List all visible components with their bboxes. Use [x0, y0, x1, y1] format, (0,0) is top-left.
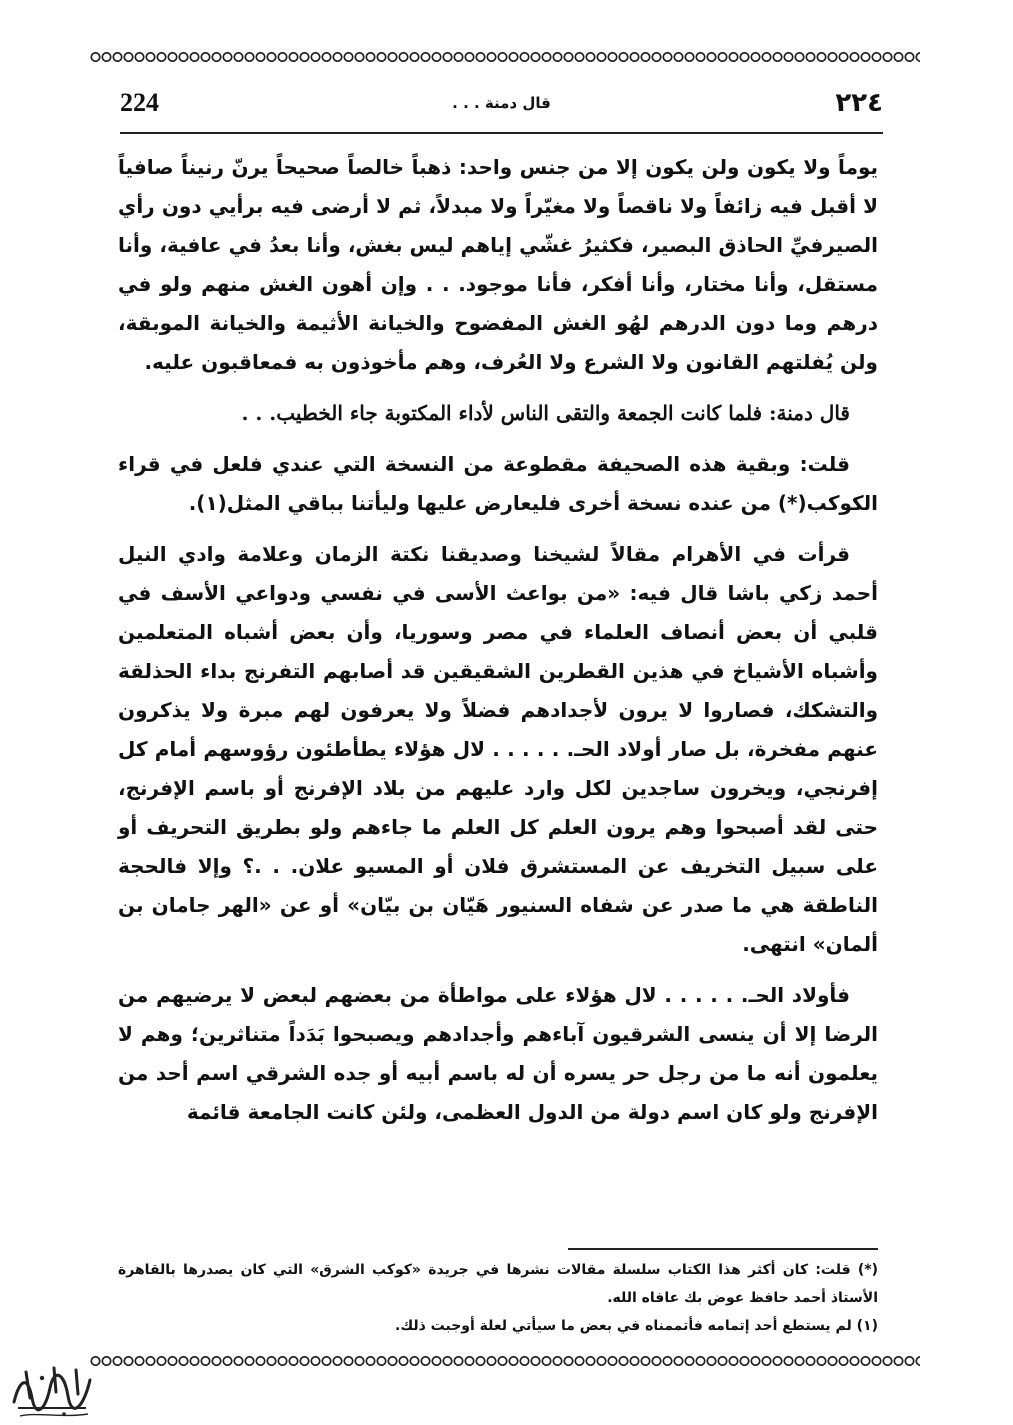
body-text	[118, 148, 878, 1144]
watermark-calligraphy-icon	[6, 1358, 96, 1420]
footnotes	[118, 1256, 878, 1340]
footnote: (١) لم يستطع أحد إتمامه فأتممناه في بعض ما سيأتي لعلة أوجبت ذلك.	[395, 1318, 878, 1334]
page-header	[120, 88, 883, 128]
paragraph: قال دمنة: فلما كانت الجمعة والتقى الناس لأداء المكتوبة جاء الخطيب. . .	[241, 401, 850, 425]
footnote-rule	[568, 1248, 878, 1250]
decorative-border-bottom	[90, 1354, 920, 1368]
paragraph: قلت: وبقية هذه الصحيفة مقطوعة من النسخة التي عندي فلعل في قراء الكوكب(*) من عنده نسخة أخرى فليعارض عليها وليأتنا بباقي المثل(١).	[118, 452, 878, 515]
running-title: قال دمنة . . .	[452, 94, 551, 112]
page-number-arabic: ٢٢٤	[835, 88, 883, 118]
paragraph: فأولاد الحـ. . . . . . لال هؤلاء على مواطأة من بعضهم لبعض لا يرضيهم من الرضا إلا أن ينسى الشرقيون آباءهم وأجدادهم ويصبحوا بَدَداً متناثرين؛ وهم لا يعلمون أنه ما من رجل حر يسره أن له باسم أبيه أو جده الشرقي اسم أحد من الإفرنج ولو كان اسم دولة من الدول العظمى، ولئن كانت الجامعة قائمة	[118, 983, 878, 1124]
paragraph: يوماً ولا يكون ولن يكون إلا من جنس واحد: ذهباً خالصاً صحيحاً يرنّ رنيناً صافياً لا أقبل فيه زائفاً ولا ناقصاً ولا مغيّراً ولا مبدلاً، ثم لا أرضى فيه برأيي دون رأي الصيرفيِّ الحاذق البصير، فكثيرُ غشّي إياهم ليس بغش، وأنا بعدُ في عافية، وأنا مستقل، وأنا مختار، وأنا أفكر، فأنا موجود. . . وإن أهون الغش منهم ولو في درهم وما دون الدرهم لهُو الغش المفضوح والخيانة الأثيمة والخيانة الموبقة، ولن يُفلتهم القانون ولا الشرع ولا العُرف، وهم مأخوذون به فمعاقبون عليه.	[118, 155, 878, 374]
watermark-logo	[6, 1358, 96, 1420]
decorative-border-top	[90, 50, 920, 64]
footnote: (*) قلت: كان أكثر هذا الكتاب سلسلة مقالات نشرها في جريدة «كوكب الشرق» التي كان يصدرها بالقاهرة الأستاذ أحمد حافظ عوض بك عافاه الله.	[118, 1262, 878, 1306]
header-rule	[120, 132, 883, 134]
paragraph: قرأت في الأهرام مقالاً لشيخنا وصديقنا نكتة الزمان وعلامة وادي النيل أحمد زكي باشا قال فيه: «من بواعث الأسى في نفسي ودواعي الأسف في قلبي أن بعض أنصاف العلماء في مصر وسوريا، وأن بعض أشباه المتعلمين وأشباه الأشياخ في هذين القطرين الشقيقين قد أصابهم التفرنج بداء الحذلقة والتشكك، فصاروا لا يرون لأجدادهم فضلاً ولا يعرفون لهم مبرة ولا يذكرون عنهم مفخرة، بل صار أولاد الحـ. . . . . . لال هؤلاء يطأطئون رؤوسهم أمام كل إفرنجي، ويخرون ساجدين لكل وارد عليهم من بلاد الإفرنج أو باسم الإفرنج، حتى لقد أصبحوا وهم يرون العلم كل العلم ما جاءهم ولو بطريق التحريف أو على سبيل التخريف عن المستشرق فلان أو المسيو علان. . .؟ وإلا فالحجة الناطقة هي ما صدر عن شفاه السنيور هَيّان بن بيّان» أو عن «الهر جامان بن ألمان» انتهى.	[118, 542, 878, 956]
page-number-latin: 224	[120, 88, 159, 117]
